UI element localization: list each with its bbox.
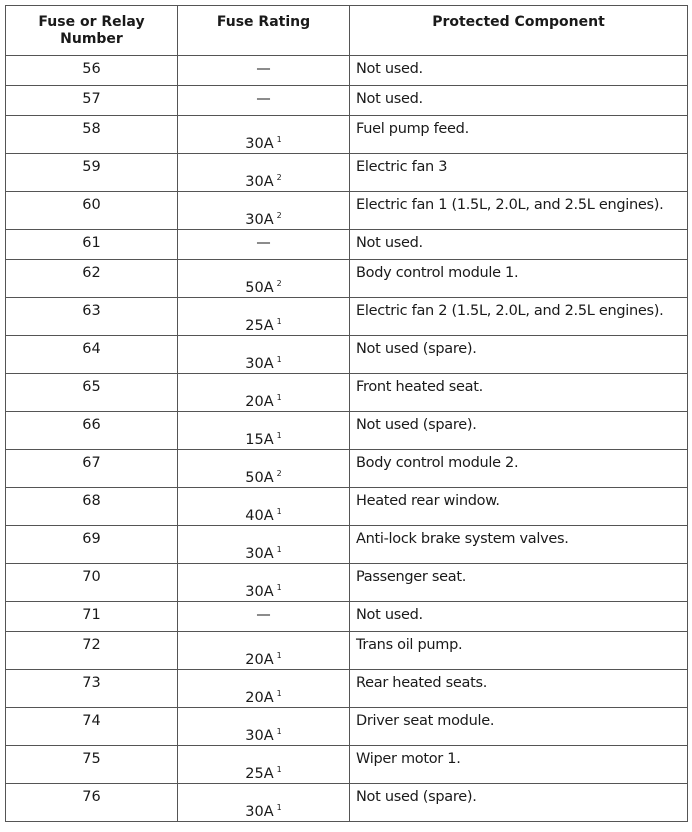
table-row xyxy=(6,86,688,116)
table-row xyxy=(6,602,688,632)
table-row xyxy=(6,670,688,708)
footnote-marker: 1 xyxy=(276,507,282,516)
fuse-rating-value: 25A xyxy=(245,318,274,334)
fuse-rating-value: 15A xyxy=(245,432,274,448)
footnote-marker: 1 xyxy=(276,803,282,812)
fuse-rating-cell xyxy=(178,154,350,192)
protected-component-cell: Anti-lock brake system valves. xyxy=(350,526,688,564)
fuse-rating-cell xyxy=(178,784,350,822)
fuse-rating-cell xyxy=(178,298,350,336)
protected-component-cell: Rear heated seats. xyxy=(350,670,688,708)
protected-component-cell: Not used. xyxy=(350,230,688,260)
fuse-number-cell: 66 xyxy=(6,412,178,450)
table-row xyxy=(6,154,688,192)
fuse-number-cell: 58 xyxy=(6,116,178,154)
fuse-rating-value: 30A xyxy=(245,804,274,820)
fuse-number-cell: 61 xyxy=(6,230,178,260)
fuse-rating-value: 30A xyxy=(245,728,274,744)
fuse-rating-value: — xyxy=(256,91,271,107)
footnote-marker: 1 xyxy=(276,135,282,144)
fuse-rating-value: 30A xyxy=(245,584,274,600)
table-row xyxy=(6,230,688,260)
fuse-rating-value: 30A xyxy=(245,174,274,190)
table-row xyxy=(6,564,688,602)
footnote-marker: 2 xyxy=(276,469,282,478)
table-row xyxy=(6,746,688,784)
footnote-marker: 1 xyxy=(276,689,282,698)
footnote-marker: 1 xyxy=(276,545,282,554)
footnote-marker: 1 xyxy=(276,431,282,440)
fuse-rating-cell xyxy=(178,260,350,298)
fuse-rating-cell xyxy=(178,450,350,488)
protected-component-cell: Not used. xyxy=(350,602,688,632)
protected-component-cell: Wiper motor 1. xyxy=(350,746,688,784)
fuse-rating-value: 30A xyxy=(245,212,274,228)
fuse-rating-value: 40A xyxy=(245,508,274,524)
fuse-rating-cell xyxy=(178,412,350,450)
fuse-rating-value: — xyxy=(256,607,271,623)
fuse-rating-cell xyxy=(178,602,350,632)
table-row xyxy=(6,708,688,746)
footnote-marker: 2 xyxy=(276,173,282,182)
protected-component-cell: Driver seat module. xyxy=(350,708,688,746)
fuse-rating-cell xyxy=(178,670,350,708)
fuse-number-cell: 71 xyxy=(6,602,178,632)
fuse-number-cell: 68 xyxy=(6,488,178,526)
fuse-rating-value: 30A xyxy=(245,546,274,562)
protected-component-cell: Body control module 1. xyxy=(350,260,688,298)
protected-component-cell: Electric fan 2 (1.5L, 2.0L, and 2.5L engines). xyxy=(350,298,688,336)
fuse-rating-cell xyxy=(178,230,350,260)
fuse-number-cell: 70 xyxy=(6,564,178,602)
table-row xyxy=(6,298,688,336)
footnote-marker: 1 xyxy=(276,583,282,592)
footnote-marker: 1 xyxy=(276,393,282,402)
fuse-number-cell: 59 xyxy=(6,154,178,192)
fuse-rating-cell xyxy=(178,192,350,230)
fuse-table xyxy=(5,5,688,822)
fuse-rating-value: 20A xyxy=(245,394,274,410)
fuse-rating-value: 50A xyxy=(245,280,274,296)
footnote-marker: 1 xyxy=(276,355,282,364)
footnote-marker: 1 xyxy=(276,727,282,736)
protected-component-cell: Not used. xyxy=(350,86,688,116)
fuse-rating-value: 25A xyxy=(245,766,274,782)
table-row xyxy=(6,56,688,86)
fuse-rating-cell xyxy=(178,56,350,86)
protected-component-cell: Not used (spare). xyxy=(350,784,688,822)
fuse-rating-value: 50A xyxy=(245,470,274,486)
protected-component-cell: Not used. xyxy=(350,56,688,86)
table-row xyxy=(6,412,688,450)
table-row xyxy=(6,450,688,488)
fuse-number-cell: 75 xyxy=(6,746,178,784)
fuse-rating-cell xyxy=(178,564,350,602)
fuse-rating-cell xyxy=(178,746,350,784)
header-fuse-number: Fuse or Relay Number xyxy=(6,6,178,56)
fuse-number-cell: 64 xyxy=(6,336,178,374)
footnote-marker: 1 xyxy=(276,765,282,774)
fuse-number-cell: 72 xyxy=(6,632,178,670)
protected-component-cell: Electric fan 1 (1.5L, 2.0L, and 2.5L engines). xyxy=(350,192,688,230)
footnote-marker: 1 xyxy=(276,317,282,326)
table-row xyxy=(6,488,688,526)
header-fuse-rating: Fuse Rating xyxy=(178,6,350,56)
fuse-rating-cell xyxy=(178,708,350,746)
protected-component-cell: Heated rear window. xyxy=(350,488,688,526)
protected-component-cell: Fuel pump feed. xyxy=(350,116,688,154)
table-row xyxy=(6,116,688,154)
table-row xyxy=(6,632,688,670)
table-row xyxy=(6,260,688,298)
fuse-rating-cell xyxy=(178,86,350,116)
table-header-row xyxy=(6,6,688,56)
fuse-number-cell: 56 xyxy=(6,56,178,86)
fuse-rating-value: 30A xyxy=(245,136,274,152)
protected-component-cell: Passenger seat. xyxy=(350,564,688,602)
table-row xyxy=(6,192,688,230)
fuse-rating-cell xyxy=(178,488,350,526)
protected-component-cell: Front heated seat. xyxy=(350,374,688,412)
protected-component-cell: Not used (spare). xyxy=(350,412,688,450)
fuse-number-cell: 57 xyxy=(6,86,178,116)
fuse-rating-cell xyxy=(178,336,350,374)
fuse-rating-cell xyxy=(178,526,350,564)
protected-component-cell: Trans oil pump. xyxy=(350,632,688,670)
table-row xyxy=(6,336,688,374)
footnote-marker: 2 xyxy=(276,279,282,288)
fuse-rating-value: 20A xyxy=(245,690,274,706)
table-body xyxy=(6,56,688,822)
protected-component-cell: Body control module 2. xyxy=(350,450,688,488)
fuse-rating-cell xyxy=(178,374,350,412)
table-row xyxy=(6,526,688,564)
fuse-rating-value: 20A xyxy=(245,652,274,668)
fuse-number-cell: 65 xyxy=(6,374,178,412)
protected-component-cell: Electric fan 3 xyxy=(350,154,688,192)
fuse-number-cell: 60 xyxy=(6,192,178,230)
fuse-number-cell: 69 xyxy=(6,526,178,564)
footnote-marker: 2 xyxy=(276,211,282,220)
fuse-number-cell: 74 xyxy=(6,708,178,746)
protected-component-cell: Not used (spare). xyxy=(350,336,688,374)
fuse-rating-value: — xyxy=(256,61,271,77)
fuse-number-cell: 62 xyxy=(6,260,178,298)
footnote-marker: 1 xyxy=(276,651,282,660)
fuse-rating-value: — xyxy=(256,235,271,251)
fuse-rating-cell xyxy=(178,116,350,154)
fuse-rating-cell xyxy=(178,632,350,670)
fuse-number-cell: 73 xyxy=(6,670,178,708)
header-protected-component: Protected Component xyxy=(350,6,688,56)
fuse-number-cell: 76 xyxy=(6,784,178,822)
table-row xyxy=(6,784,688,822)
table-row xyxy=(6,374,688,412)
fuse-number-cell: 67 xyxy=(6,450,178,488)
fuse-rating-value: 30A xyxy=(245,356,274,372)
fuse-number-cell: 63 xyxy=(6,298,178,336)
